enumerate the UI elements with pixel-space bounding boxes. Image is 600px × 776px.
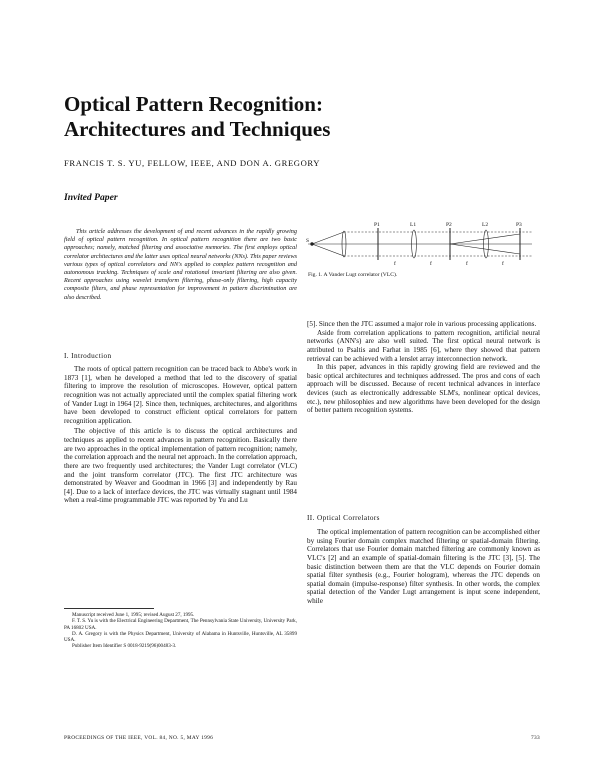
title-line-1: Optical Pattern Recognition: xyxy=(64,92,323,116)
authors-line: FRANCIS T. S. YU, FELLOW, IEEE, AND DON A. GREGORY xyxy=(64,158,321,168)
label-f2: f xyxy=(430,261,432,266)
label-source: S xyxy=(306,238,310,244)
right-paragraph-1: Aside from correlation applications to pattern recognition, artificial neural networks (ANN's) are also well suited. The first optical neural network is attributed to Psaltis and Farhat in 1985 [6], where they showed that pattern retrieval can be achieved with a lenslet array interconnection network. xyxy=(307,328,540,363)
footnote-yu: F. T. S. Yu is with the Electrical Engineering Department, The Pennsylvania State University, University Park, PA 16802 USA. xyxy=(64,618,297,631)
page-number: 733 xyxy=(531,735,540,741)
right-paragraph-0: [5]. Since then the JTC assumed a major role in various processing applications. xyxy=(307,320,537,328)
right-paragraph-2: In this paper, advances in this rapidly growing field are reviewed and the basic optical architectures and techniques addressed. The pros and cons of each approach will be discussed. Because of recent technical advances in interface devices (such as electronically addressable SLM's, nonlinear optical devices, etc.), new philosophies and new algorithms have been developed for the design of better pattern recognition systems. xyxy=(307,363,540,415)
intro-paragraph-1: The roots of optical pattern recognition can be traced back to Abbe's work in 1873 [1], when he developed a method that led to the discovery of spatial filtering to improve the resolution of microscopes. However, optical pattern recognition was not actually appreciated until the complex spatial filtering work of Vander Lugt in 1964 [2]. Since then, techniques, architectures, and algorithms have been developed to construct efficient optical correlators for pattern recognition application. xyxy=(64,365,297,425)
invited-paper-label: Invited Paper xyxy=(64,192,118,203)
footnote-rule xyxy=(64,608,154,609)
intro-paragraph-2: The objective of this article is to discuss the optical architectures and techniques as applied to recent advances in pattern recognition. Basically there are two approaches in the optical implementation of pattern recognition; namely, the correlation approach and the neural net approach. In the correlation approach, there are two frequently used architectures; the Vander Lugt correlator (VLC) and the joint transform correlator (JTC). The first JTC architecture was demonstrated by Weaver and Goodman in 1966 [3] and independently by Rau [4]. Due to a lack of interface devices, the JTC was virtually stagnant until 1984 when a real-time programmable JTC was reported by Yu and Lu xyxy=(64,427,297,505)
footnote-pii: Publisher Item Identifier S 0018-9219(96)00483-3. xyxy=(72,643,177,650)
label-l1: L1 xyxy=(410,222,417,228)
title-line-2: Architectures and Techniques xyxy=(64,117,331,141)
section-2-heading: II. Optical Correlators xyxy=(307,514,380,522)
right-column-body xyxy=(307,320,540,415)
output-ray-1 xyxy=(450,234,520,244)
label-p3: P3 xyxy=(516,222,522,228)
paper-title xyxy=(64,92,534,142)
footnotes xyxy=(64,612,297,650)
section-1-heading: I. Introduction xyxy=(64,352,112,360)
abstract-text: This article addresses the development of and recent advances in the rapidly growing field of optical pattern recognition. In optical pattern recognition there are two basic approaches; namely, matched filtering and associative memories. The first employs optical correlator architectures and the latter uses optical neural networks (NNs). This paper reviews various types of optical correlators and NN's applied to complex pattern recognition and autonomous tracking. Techniques of scale and rotational invariant filtering are also given. Recent approaches using wavelet transform filtering, phase-only filtering, high capacity composite filters, and phase representation for improvement in pattern discrimination are also described. xyxy=(64,228,297,301)
output-ray-2 xyxy=(450,244,520,254)
right-column-section-2 xyxy=(307,528,540,606)
vlc-figure xyxy=(304,220,536,266)
left-column-body xyxy=(64,365,297,505)
journal-citation: PROCEEDINGS OF THE IEEE, VOL. 84, NO. 5, MAY 1996 xyxy=(64,735,214,741)
ray-upper xyxy=(312,232,344,244)
label-p1: P1 xyxy=(374,222,380,228)
footnote-gregory: D. A. Gregory is with the Physics Department, University of Alabama in Huntsville, Huntsville, AL 35899 USA. xyxy=(64,630,297,644)
footnote-received: Manuscript received June 1, 1995; revised August 27, 1995. xyxy=(72,612,195,618)
figure-caption: Fig. 1. A Vander Lugt correlator (VLC). xyxy=(308,272,398,278)
label-f3: f xyxy=(466,261,468,266)
correlators-paragraph-1: The optical implementation of pattern recognition can be accomplished either by using Fourier domain complex matched filtering or spatial-domain filtering. Correlators that use Fourier domain matched filtering are commonly known as VLC's [2] and an example of spatial-domain filtering is the JTC [3], [5]. The basic distinction between them are that the VLC depends on Fourier domain spatial filter synthesis (e.g., Fourier hologram), whereas the JTC depends on spatial domain (impulse-response) filter synthesis. In other words, the complex spatial detection of the Vander Lugt arrangement is input scene independent, while xyxy=(307,528,540,605)
page-footer xyxy=(64,735,540,741)
ray-lower xyxy=(312,244,344,256)
label-l2: L2 xyxy=(482,222,489,228)
label-p2: P2 xyxy=(446,222,452,228)
label-f4: f xyxy=(502,261,504,266)
abstract xyxy=(64,228,297,302)
label-f1: f xyxy=(394,261,396,266)
